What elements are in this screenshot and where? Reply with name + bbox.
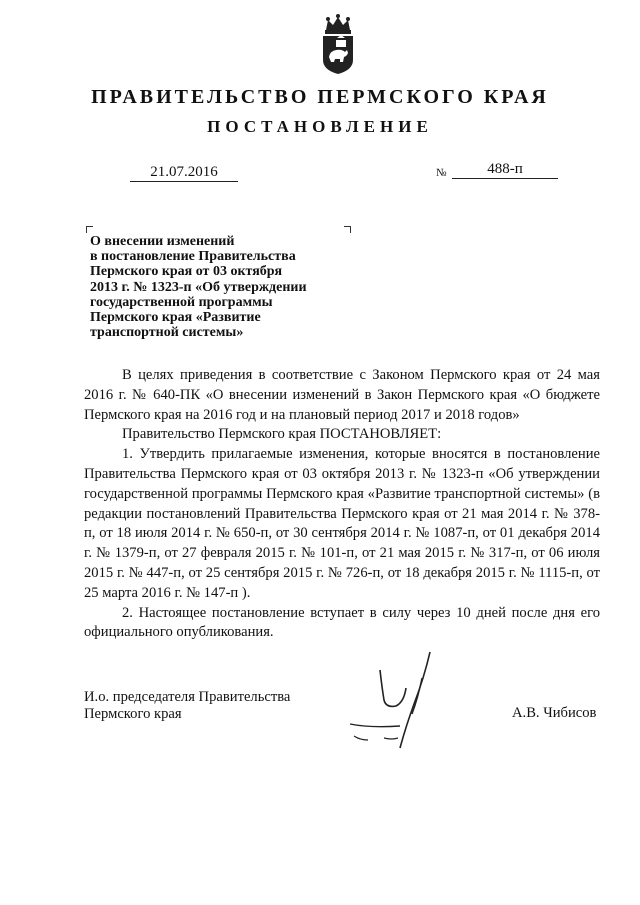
- signatory-role-line: И.о. председателя Правительства: [84, 689, 291, 705]
- document-date: 21.07.2016: [130, 163, 238, 182]
- subject-block: [90, 234, 340, 340]
- subject-line: в постановление Правительства: [90, 249, 296, 265]
- document-type: ПОСТАНОВЛЕНИЕ: [207, 117, 433, 136]
- clause-2-paragraph: 2. Настоящее постановление вступает в силу через 10 дней после дня его официального опубликования.: [84, 604, 600, 641]
- subject-corner-left: [86, 226, 93, 233]
- subject-line: О внесении изменений: [90, 234, 235, 249]
- subject-line: транспортной системы»: [90, 325, 244, 341]
- resolution-paragraph: Правительство Пермского края ПОСТАНОВЛЯЕТ:: [122, 426, 442, 443]
- document-number: 488-п: [452, 160, 558, 179]
- subject-line: Пермского края «Развитие: [90, 310, 261, 326]
- organization-title: ПРАВИТЕЛЬСТВО ПЕРМСКОГО КРАЯ: [91, 86, 549, 108]
- number-sign: №: [436, 167, 447, 179]
- signatory-role-line: Пермского края: [84, 706, 182, 722]
- subject-line: Пермского края от 03 октября: [90, 264, 283, 280]
- subject-corner-right: [344, 226, 351, 233]
- signatory-name: А.В. Чибисов: [512, 705, 597, 721]
- perm-krai-coat-of-arms-icon: [316, 12, 360, 76]
- clause-1-paragraph: 1. Утвердить прилагаемые изменения, которые вносятся в постановление Правительства Пермского края от 03 октября 2013 г. № 1323-п «Об утверждении государственной программы Пермского края «Развитие транспортной системы» (в редакции постановлений Правительства Пермского края от 21 мая 2014 г. № 378-п, от 18 июля 2014 г. № 650-п, от 30 сентября 2014 г. № 1087-п, от 01 декабря 2014 г. № 1379-п, от 27 февраля 2015 г. № 101-п, от 21 мая 2015 г. № 317-п, от 06 июля 2015 г. № 447-п, от 25 сентября 2015 г. № 726-п, от 18 декабря 2015 г. № 1115-п, от 25 марта 2016 г. № 147-п ).: [84, 446, 600, 601]
- preamble-paragraph: В целях приведения в соответствие с Законом Пермского края от 24 мая 2016 г. № 640-ПК «О внесении изменений в Закон Пермского края «О бюджете Пермского края на 2016 год и на плановый период 2017 и 2018 годов»: [84, 367, 600, 423]
- subject-line: государственной программы: [90, 294, 273, 310]
- subject-line: 2013 г. № 1323-п «Об утверждении: [90, 279, 307, 295]
- signatory-role: [84, 689, 290, 723]
- document-body: [84, 366, 600, 643]
- handwritten-signature: [340, 648, 450, 758]
